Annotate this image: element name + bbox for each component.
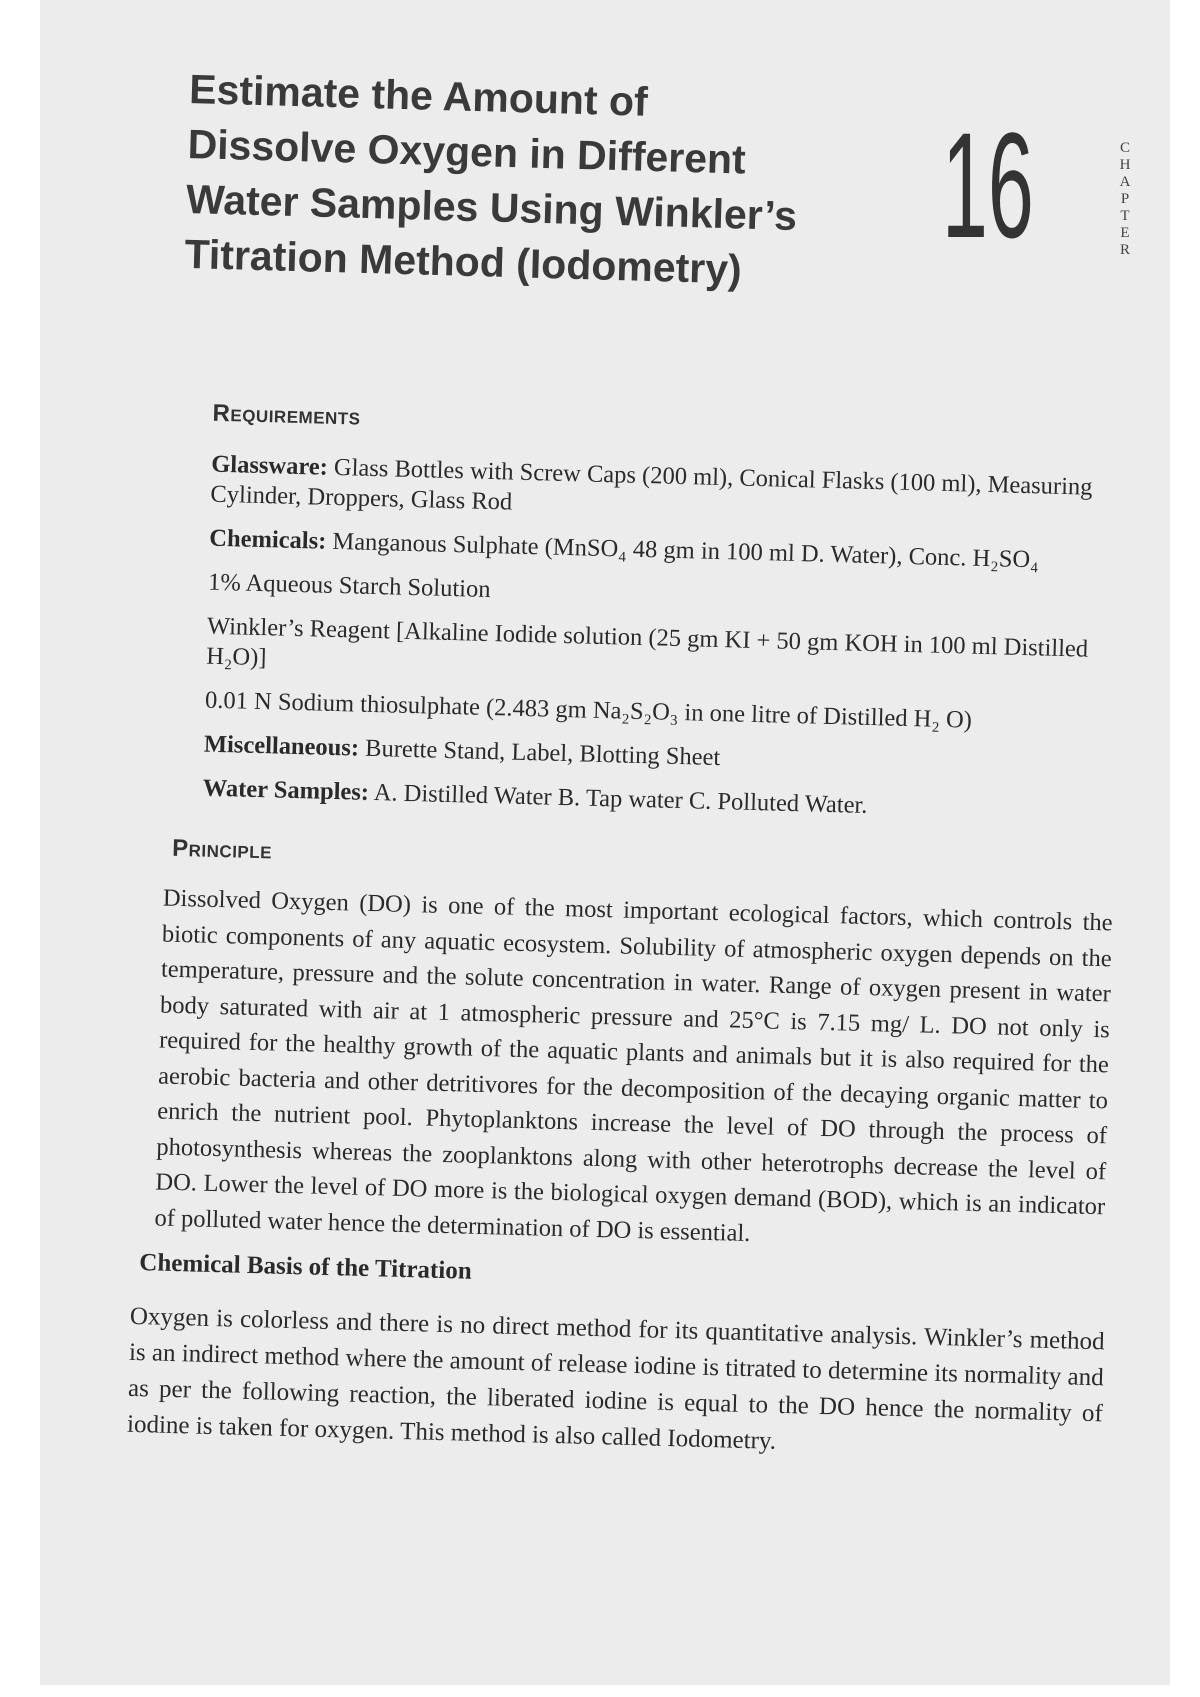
chapter-title-line-1: Estimate the Amount of xyxy=(188,65,649,125)
water-samples-item xyxy=(202,774,1122,828)
chapter-title-line-4: Titration Method (Iodometry) xyxy=(183,230,743,293)
page-body xyxy=(121,398,1133,1468)
miscellaneous-text: Burette Stand, Label, Blotting Sheet xyxy=(364,734,721,772)
chapter-label: CHAPTER xyxy=(1119,140,1131,258)
chemical-basis-paragraph: Oxygen is colorless and there is no direct method for its quantitative analysis. Winkler’s method is an indirect method where the amount of release iodine is titrated to determine its normality and as per the following reaction, the liberated iodine is equal to the DO hence the normality of iodine is taken for oxygen. This method is also called Iodometry. xyxy=(126,1302,1105,1455)
chapter-number: 16 xyxy=(942,101,1034,269)
miscellaneous-label: Miscellaneous: xyxy=(203,730,360,762)
chapter-title xyxy=(184,62,890,301)
glassware-text: Glass Bottles with Screw Caps (200 ml), Conical Flasks (100 ml), Measuring Cylinder, Droppers, Glass Rod xyxy=(210,453,1093,516)
thiosulphate-item: 0.01 N Sodium thiosulphate (2.483 gm Na₂S₂O₃ in one litre of Distilled H₂ O) xyxy=(204,686,973,734)
chapter-title-line-3: Water Samples Using Winkler’s xyxy=(185,175,798,239)
requirements-heading: Requirements xyxy=(212,399,361,431)
water-samples-label: Water Samples: xyxy=(202,774,370,806)
glassware-item xyxy=(210,450,1131,534)
principle-heading: Principle xyxy=(171,834,273,865)
water-samples-text: A. Distilled Water B. Tap water C. Polluted Water. xyxy=(373,779,868,819)
principle-paragraph: Dissolved Oxygen (DO) is one of the most important ecological factors, which controls the biotic components of any aquatic ecosystem. Solubility of atmospheric oxygen depends on the temperature, pressure and the solute concentration in water. Range of oxygen present in water body saturated with air at 1 atmospheric pressure and 25°C is 7.15 mg/ L. DO not only is required for the healthy growth of the aquatic plants and animals but it is also required for the aerobic bacteria and other detritivores for the decomposition of the decaying organic matter to enrich the nutrient pool. Phytoplanktons increase the level of DO through the process of photosynthesis whereas the zooplanktons along with other heterotrophs decrease the level of DO. Lower the level of DO more is the biological oxygen demand (BOD), which is an indicator of polluted water hence the determination of DO is essential. xyxy=(154,884,1113,1247)
book-page xyxy=(40,0,1170,1685)
chapter-title-line-2: Dissolve Oxygen in Different xyxy=(187,120,747,183)
glassware-label: Glassware: xyxy=(210,450,329,481)
miscellaneous-item xyxy=(204,730,1124,784)
winkler-reagent-item: Winkler’s Reagent [Alkaline Iodide solution (25 gm KI + 50 gm KOH in 100 ml Distilled H₂O)] xyxy=(205,612,1089,672)
chemicals-label: Chemicals: xyxy=(208,524,327,555)
chemicals-text: Manganous Sulphate (MnSO₄ 48 gm in 100 ml D. Water), Conc. H₂SO₄ xyxy=(332,527,1040,574)
requirements-list xyxy=(137,448,1131,828)
chemical-basis-heading: Chemical Basis of the Titration xyxy=(139,1249,473,1285)
chemicals-item xyxy=(209,524,1129,578)
starch-item: 1% Aqueous Starch Solution xyxy=(207,568,491,604)
